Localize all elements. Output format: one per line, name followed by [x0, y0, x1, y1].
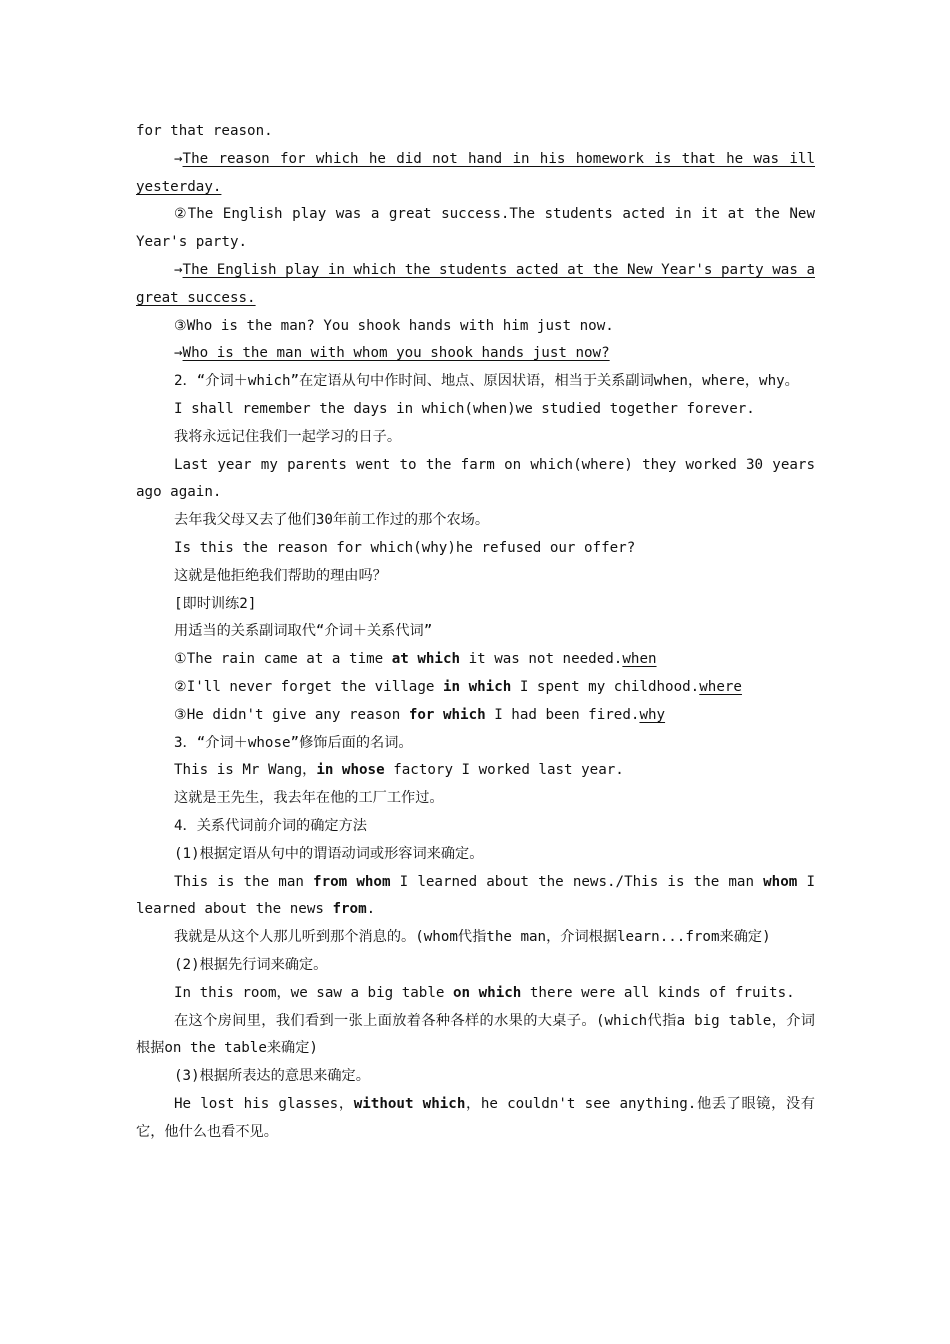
keyword: on which [452, 984, 522, 1001]
example-sentence [136, 869, 815, 925]
answer-text: Who is the man with whom you shook hands just now? [182, 345, 610, 362]
text: there were all kinds of fruits. [521, 984, 795, 1001]
answer-text: when [622, 651, 657, 668]
exercise-item-3: ③Who is the man? You shook hands with him just now. [174, 317, 614, 334]
text: He lost his glasses， [174, 1095, 354, 1112]
keyword: at which [391, 651, 461, 668]
example-sentence: Is this the reason for which(why)he refused our offer? [174, 539, 636, 556]
arrow-icon: → [174, 345, 183, 362]
translation: 在这个房间里，我们看到一张上面放着各种各样的水果的大桌子。(which代指a big table，介词根据on the table来确定) [136, 1012, 815, 1057]
answer-text: where [699, 678, 742, 695]
section-heading-3: 3．“介词＋whose”修饰后面的名词。 [174, 734, 413, 751]
exercise-item-2: ②The English play was a great success.The students acted in it at the New Year's party. [136, 206, 815, 251]
text: it was not needed. [460, 651, 623, 668]
answer-text: The reason for which he did not hand in his homework is that he was ill yesterday. [136, 150, 815, 195]
keyword: from whom [313, 873, 391, 890]
section-heading-4: 4．关系代词前介词的确定方法 [174, 817, 367, 834]
practice-item-3 [136, 702, 815, 730]
rewrite-answer-2 [136, 257, 815, 313]
practice-item-1 [136, 646, 815, 674]
translation: 去年我父母又去了他们30年前工作过的那个农场。 [174, 512, 490, 529]
arrow-icon: → [174, 261, 183, 278]
keyword: in which [442, 678, 512, 695]
translation: 这就是他拒绝我们帮助的理由吗？ [174, 567, 387, 584]
example-sentence: Last year my parents went to the farm on which(where) they worked 30 years ago again. [136, 456, 815, 501]
text: ③He didn't give any reason [174, 706, 409, 723]
text: I spent my childhood. [511, 678, 700, 695]
keyword: without which [353, 1095, 466, 1112]
document-page [136, 118, 815, 1146]
text: . [366, 901, 376, 918]
translation: 这就是王先生，我去年在他的工厂工作过。 [174, 790, 444, 807]
example-sentence: I shall remember the days in which(when)we studied together forever. [174, 400, 755, 417]
answer-text: why [639, 706, 666, 723]
keyword: from [332, 901, 367, 918]
example-sentence [136, 1091, 815, 1147]
practice-heading: [即时训练2] [174, 595, 257, 612]
text: In this room，we saw a big table [174, 984, 453, 1001]
text: ，he couldn't see anything.他丢了眼镜，没有它，他什么也看不见。 [136, 1095, 815, 1140]
answer-text: The English play in which the students acted at the New Year's party was a great success. [136, 261, 815, 306]
arrow-icon: → [174, 150, 183, 167]
rewrite-answer-3 [136, 340, 815, 368]
text-line: for that reason. [136, 123, 273, 139]
example-sentence [136, 980, 815, 1008]
keyword: in whose [316, 762, 385, 779]
rewrite-answer-1 [136, 146, 815, 202]
text: factory I worked last year. [384, 762, 624, 779]
text: This is Mr Wang， [174, 762, 317, 779]
keyword: for which [408, 706, 486, 723]
keyword: whom [763, 873, 798, 890]
translation: 我就是从这个人那儿听到那个消息的。(whom代指the man，介词根据learn...from来确定) [174, 929, 771, 946]
subheading: (1)根据定语从句中的谓语动词或形容词来确定。 [174, 845, 484, 862]
subheading: (3)根据所表达的意思来确定。 [174, 1068, 370, 1085]
text: I learned about the news [136, 873, 815, 918]
translation: 我将永远记住我们一起学习的日子。 [174, 428, 402, 445]
text: I had been fired. [485, 706, 640, 723]
text: I learned about the news./This is the man [390, 873, 764, 890]
example-sentence [136, 757, 815, 785]
practice-item-2 [136, 674, 815, 702]
text: ①The rain came at a time [174, 651, 392, 668]
text: ②I'll never forget the village [174, 678, 443, 695]
subheading: (2)根据先行词来确定。 [174, 956, 328, 973]
section-heading-2: 2．“介词＋which”在定语从句中作时间、地点、原因状语，相当于关系副词when，where，why。 [174, 373, 799, 390]
text: This is the man [174, 873, 314, 890]
practice-instruction: 用适当的关系副词取代“介词＋关系代词” [174, 623, 433, 640]
